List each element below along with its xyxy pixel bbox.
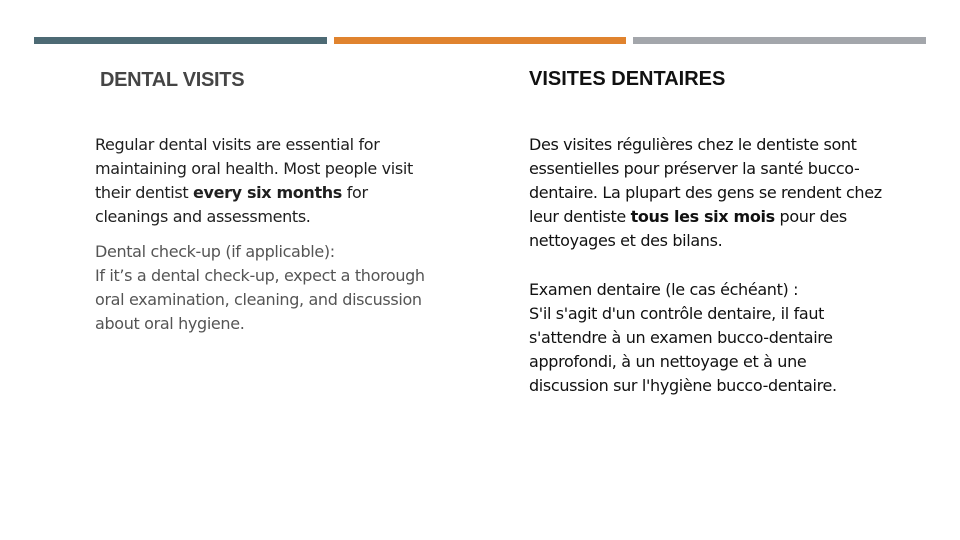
text-line: discussion sur l'hygiène bucco-dentaire. [529, 376, 837, 395]
text-run: their dentist [95, 183, 194, 202]
text-line: dentaire. La plupart des gens se rendent chez [529, 183, 882, 202]
french-main-paragraph [529, 133, 909, 253]
accent-bar-left [34, 37, 327, 44]
text-line: s'attendre à un examen bucco-dentaire [529, 328, 833, 347]
text-line: If it’s a dental check-up, expect a thorough [95, 266, 425, 285]
text-line: Des visites régulières chez le dentiste sont [529, 135, 857, 154]
accent-bar-right [633, 37, 926, 44]
text-run: pour des [774, 207, 847, 226]
accent-bar-middle [334, 37, 626, 44]
text-line [95, 181, 435, 205]
text-line: essentielles pour préserver la santé bucco- [529, 159, 860, 178]
heading-french: VISITES DENTAIRES [529, 68, 726, 90]
french-checkup-paragraph [529, 278, 909, 398]
heading-english: DENTAL VISITS [100, 69, 245, 91]
checkup-label: Dental check-up (if applicable): [95, 242, 335, 261]
text-line: about oral hygiene. [95, 314, 245, 333]
text-line [529, 205, 909, 229]
text-line: nettoyages et des bilans. [529, 231, 723, 250]
text-run: leur dentiste [529, 207, 631, 226]
text-line: oral examination, cleaning, and discussion [95, 290, 422, 309]
text-line: S'il s'agit d'un contrôle dentaire, il faut [529, 304, 825, 323]
emphasis-every-six-months: every six months [193, 183, 342, 202]
text-line: maintaining oral health. Most people visit [95, 159, 413, 178]
checkup-label: Examen dentaire (le cas échéant) : [529, 280, 799, 299]
emphasis-tous-les-six-mois: tous les six mois [630, 207, 775, 226]
text-run: for [341, 183, 368, 202]
english-checkup-paragraph [95, 240, 445, 336]
text-line: Regular dental visits are essential for [95, 135, 380, 154]
text-line: approfondi, à un nettoyage et à une [529, 352, 807, 371]
english-main-paragraph [95, 133, 435, 229]
text-line: cleanings and assessments. [95, 207, 311, 226]
